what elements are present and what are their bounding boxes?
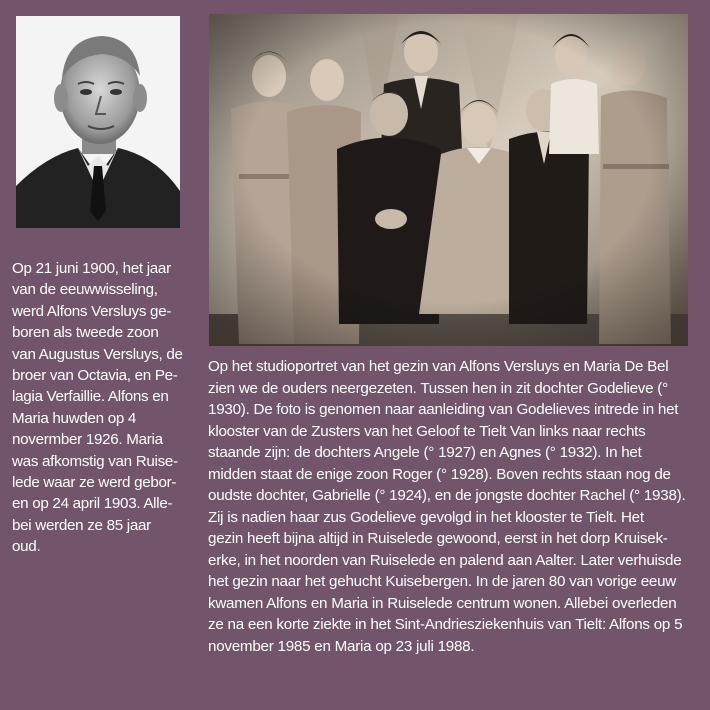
family-group-photo — [209, 14, 688, 346]
caption-line: oudste dochter, Gabrielle (° 1924), en de jongste dochter Rachel (° 1938). — [208, 487, 686, 504]
intro-line: bei werden ze 85 jaar — [12, 516, 151, 534]
intro-line: was afkomstig van Ruise- — [12, 452, 178, 470]
intro-line: Op 21 juni 1900, het jaar — [12, 260, 171, 277]
photo-caption-text — [208, 356, 700, 657]
caption-line: klooster van de Zusters van het Geloof te Tielt Van links naar rechts — [208, 422, 646, 440]
caption-line: het gezin naar het gehucht Kuisebergen. In de jaren 80 van vorige eeuw — [208, 573, 676, 590]
caption-line: november 1985 en Maria op 23 juli 1988. — [208, 637, 475, 655]
intro-line: oud. — [12, 538, 41, 556]
caption-line: 1930). De foto is genomen naar aanleiding van Godelieves intrede in het — [208, 401, 679, 418]
intro-line: novermber 1926. Maria — [12, 431, 163, 449]
intro-line: van Augustus Versluys, de — [12, 345, 183, 363]
intro-line: Maria huwden op 4 — [12, 409, 137, 427]
caption-line: Op het studioportret van het gezin van Alfons Versluys en Maria De Bel — [208, 358, 669, 375]
caption-line: Zij is nadien haar zus Godelieve gevolgd in het klooster te Tielt. Het — [208, 508, 644, 526]
caption-line: erke, in het noorden van Ruiselede en palend aan Aalter. Later verhuisde — [208, 551, 682, 569]
intro-line: lagia Verfaillie. Alfons en — [12, 388, 169, 406]
intro-line: broer van Octavia, en Pe- — [12, 367, 178, 385]
portrait-photo — [16, 16, 180, 228]
caption-line: ze na een korte ziekte in het Sint-Andriesziekenhuis van Tielt: Alfons op 5 — [208, 616, 683, 633]
intro-line: van de eeuwwisseling, — [12, 281, 158, 299]
intro-text — [12, 258, 198, 558]
intro-line: en op 24 april 1903. Alle- — [12, 495, 173, 513]
caption-line: gezin heeft bijna altijd in Ruiselede gewoond, eerst in het dorp Kruisek- — [208, 530, 668, 547]
caption-line: kwamen Alfons en Maria in Ruiselede centrum wonen. Allebei overleden — [208, 594, 677, 612]
caption-line: midden staat de enige zoon Roger (° 1928). Boven rechts staan nog de — [208, 465, 671, 483]
caption-line: zien we de ouders neergezeten. Tussen hen in zit dochter Godelieve (° — [208, 379, 668, 397]
intro-line: boren als tweede zoon — [12, 324, 159, 342]
caption-line: staande zijn: de dochters Angele (° 1927) en Agnes (° 1932). In het — [208, 444, 642, 461]
intro-line: werd Alfons Versluys ge- — [12, 302, 172, 320]
intro-line: lede waar ze werd gebor- — [12, 474, 177, 492]
